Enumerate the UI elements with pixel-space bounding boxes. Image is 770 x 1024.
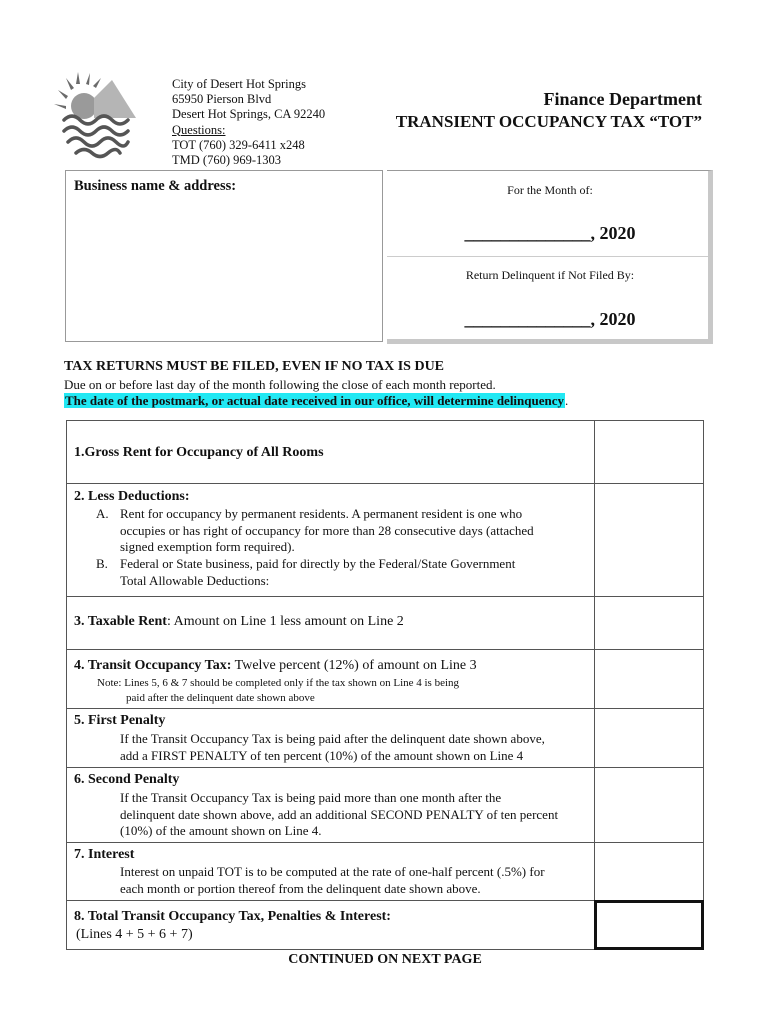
note-line: Note: Lines 5, 6 & 7 should be completed only if the tax shown on Line 4 is being bbox=[97, 677, 460, 689]
form-header bbox=[396, 88, 702, 133]
line-7-amount-field[interactable] bbox=[595, 843, 703, 900]
text-line: Federal or State business, paid for directly by the Federal/State Government bbox=[120, 556, 516, 571]
line-5-title: 5. First Penalty bbox=[74, 713, 166, 728]
line-6-title: 6. Second Penalty bbox=[74, 772, 180, 787]
line-6-amount-field[interactable] bbox=[595, 768, 703, 842]
contact-line: TMD (760) 969-1303 bbox=[172, 153, 282, 168]
postmark-notice bbox=[64, 393, 568, 409]
line-2-a-marker: A. bbox=[96, 506, 109, 521]
form-title: TRANSIENT OCCUPANCY TAX “TOT” bbox=[395, 112, 702, 131]
line-7-title: 7. Interest bbox=[74, 847, 135, 862]
address-line: City of Desert Hot Springs bbox=[172, 77, 307, 91]
text-line: Rent for occupancy by permanent residents. A permanent resident is one who bbox=[120, 506, 523, 521]
text-line: occupies or has right of occupancy for more than 28 consecutive days (attached bbox=[120, 522, 534, 538]
line-2-b-text bbox=[120, 556, 515, 589]
questions-label: Questions: bbox=[172, 122, 226, 137]
delinquent-label: Return Delinquent if Not Filed By: bbox=[465, 268, 635, 282]
month-field[interactable]: ______________, 2020 bbox=[464, 223, 636, 243]
line-5-amount-field[interactable] bbox=[595, 709, 703, 767]
line-7-text bbox=[120, 864, 545, 897]
text-line: Interest on unpaid TOT is to be computed at the rate of one-half percent (.5%) for bbox=[120, 864, 545, 879]
address-line: Desert Hot Springs, CA 92240 bbox=[172, 107, 326, 122]
line-3-title: 3. Taxable Rent bbox=[74, 614, 167, 629]
line-4-text: Twelve percent (12%) of amount on Line 3 bbox=[231, 658, 477, 673]
text-line: delinquent date shown above, add an additional SECOND PENALTY of ten percent bbox=[120, 806, 559, 822]
address-line: 65950 Pierson Blvd bbox=[172, 92, 272, 107]
contact-line: TOT (760) 329-6411 x248 bbox=[172, 137, 305, 152]
due-date-text: Due on or before last day of the month following the close of each month reported. bbox=[64, 377, 496, 392]
city-address-block bbox=[172, 77, 325, 168]
text-line: Total Allowable Deductions: bbox=[120, 572, 270, 588]
line-1-amount-field[interactable] bbox=[595, 421, 703, 483]
continued-notice: CONTINUED ON NEXT PAGE bbox=[288, 952, 482, 967]
line-4-title: 4. Transit Occupancy Tax: bbox=[74, 658, 232, 673]
text-line: signed exemption form required). bbox=[120, 539, 295, 554]
line-2-a-text bbox=[120, 506, 534, 556]
line-8-title: 8. Total Transit Occupancy Tax, Penalties & Interest: bbox=[74, 909, 391, 924]
period-divider bbox=[387, 256, 708, 257]
line-5-text bbox=[120, 731, 545, 764]
department-name: Finance Department bbox=[543, 89, 702, 109]
line-3-text: : Amount on Line 1 less amount on Line 2 bbox=[166, 614, 404, 629]
postmark-period: . bbox=[565, 393, 569, 408]
text-line: (10%) of the amount shown on Line 4. bbox=[120, 823, 322, 838]
filing-notice-title: TAX RETURNS MUST BE FILED, EVEN IF NO TAX IS DUE bbox=[64, 359, 445, 374]
text-line: If the Transit Occupancy Tax is being paid more than one month after the bbox=[120, 790, 502, 805]
business-address-field[interactable] bbox=[65, 170, 383, 342]
city-logo-icon bbox=[54, 70, 154, 175]
line-4-amount-field[interactable] bbox=[595, 650, 703, 708]
text-line: If the Transit Occupancy Tax is being paid after the delinquent date shown above, bbox=[120, 731, 545, 746]
note-line: paid after the delinquent date shown above bbox=[126, 692, 315, 704]
line-3 bbox=[74, 614, 404, 630]
line-2-b-marker: B. bbox=[96, 556, 108, 571]
line-2-title: 2. Less Deductions: bbox=[74, 489, 190, 504]
line-8-total-field[interactable] bbox=[594, 900, 704, 950]
line-4 bbox=[74, 658, 477, 674]
text-line: each month or portion thereof from the delinquent date shown above. bbox=[120, 880, 481, 896]
month-label: For the Month of: bbox=[507, 183, 593, 197]
line-2-amount-field[interactable] bbox=[595, 484, 703, 596]
business-address-label: Business name & address: bbox=[74, 178, 237, 194]
line-4-note bbox=[97, 676, 459, 706]
postmark-highlight: The date of the postmark, or actual date received in our office, will determine delinquency bbox=[65, 393, 565, 408]
delinquent-date-field[interactable]: ______________, 2020 bbox=[464, 309, 636, 329]
line-3-amount-field[interactable] bbox=[595, 597, 703, 649]
line-8-subtitle: (Lines 4 + 5 + 6 + 7) bbox=[76, 927, 193, 942]
line-1-title: 1.Gross Rent for Occupancy of All Rooms bbox=[74, 445, 324, 460]
text-line: add a FIRST PENALTY of ten percent (10%) of the amount shown on Line 4 bbox=[120, 747, 524, 763]
line-6-text bbox=[120, 790, 558, 840]
